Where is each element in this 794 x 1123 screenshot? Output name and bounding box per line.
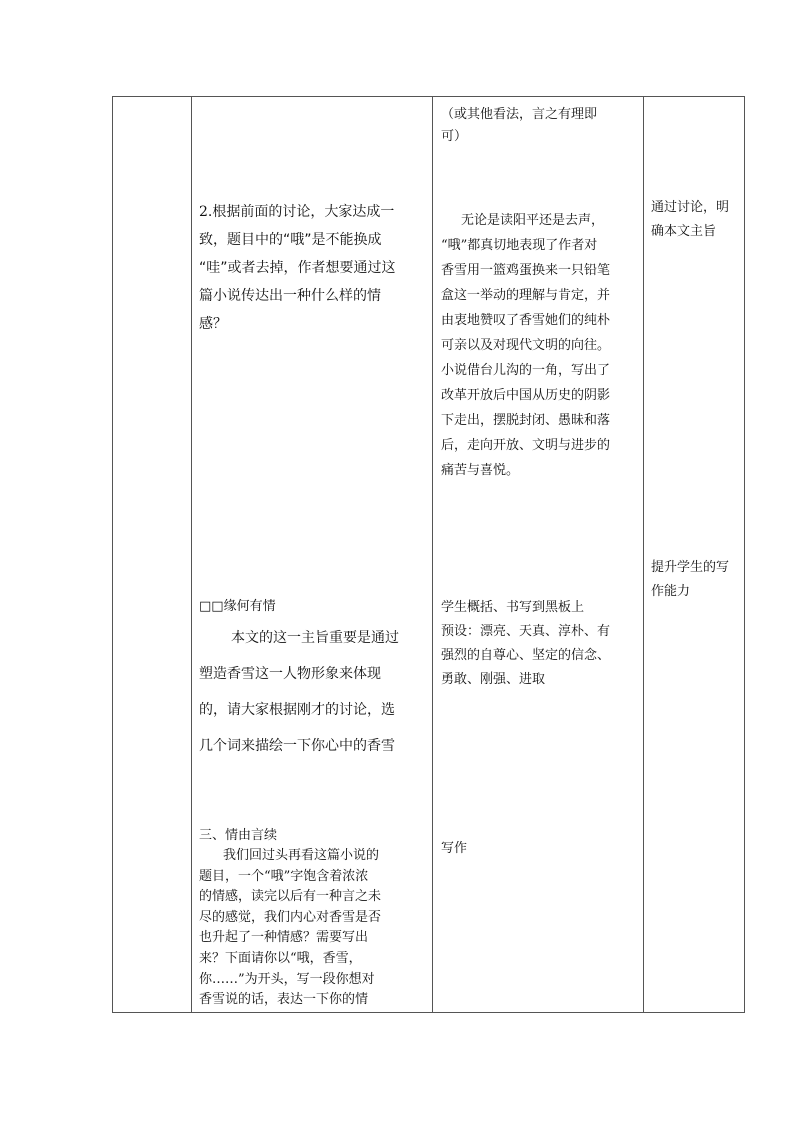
text-line: 2.根据前面的讨论，大家达成一 xyxy=(199,204,395,220)
cell-purpose-1 xyxy=(651,196,729,244)
text-line: 小说借台儿沟的一角，写出了 xyxy=(441,363,611,378)
text-line: 来？下面请你以“哦，香雪， xyxy=(199,950,362,966)
text-line: 也升起了一种情感？需要写出 xyxy=(199,930,369,946)
text-line: 本文的这一主旨重要是通过 xyxy=(231,630,399,646)
text-line: 预设：漂亮、天真、淳朴、有 xyxy=(441,624,611,639)
cell-purpose-2 xyxy=(651,556,729,604)
text-line: 无论是读阳平还是去声， xyxy=(461,213,605,228)
text-line: 可亲以及对现代文明的向往。 xyxy=(441,338,611,353)
column-divider-2 xyxy=(432,96,433,1013)
text-line: 几个词来描绘一下你心中的香雪 xyxy=(199,738,395,754)
text-line: 学生概括、书写到黑板上 xyxy=(441,600,585,615)
column-divider-3 xyxy=(643,96,644,1013)
text-line: 感？ xyxy=(199,316,227,332)
text-line: 致，题目中的“哦”是不能换成 xyxy=(199,232,382,248)
text-line: “哦”都真切地表现了作者对 xyxy=(441,238,598,253)
text-line: 可） xyxy=(441,129,468,144)
text-line: （或其他看法，言之有理即 xyxy=(441,107,598,122)
text-line: 改革开放后中国从历史的阴影 xyxy=(441,388,611,403)
cell-student-activity xyxy=(441,596,610,692)
section-heading: □□缘何有情 xyxy=(199,599,276,614)
text-line: 香雪用一篮鸡蛋换来一只铅笔 xyxy=(441,263,611,278)
cell-section-body xyxy=(199,620,399,764)
text-line: 作能力 xyxy=(651,584,691,599)
cell-question-2 xyxy=(199,198,396,338)
text-line: 提升学生的写 xyxy=(651,560,730,575)
cell-section-3-body xyxy=(199,846,381,1011)
cell-other-views xyxy=(441,104,597,148)
text-line: 下走出，摆脱封闭、愚昧和落 xyxy=(441,413,611,428)
text-line: “哇”或者去掉，作者想要通过这 xyxy=(199,260,396,276)
cell-write: 写作 xyxy=(441,841,468,856)
text-line: 确本文主旨 xyxy=(651,224,717,239)
section-3-heading: 三、情由言续 xyxy=(199,828,278,843)
text-line: 香雪说的话，表达一下你的情 xyxy=(199,992,369,1008)
text-line: 我们回过头再看这篇小说的 xyxy=(223,848,380,863)
text-line: 塑造香雪这一人物形象来体现 xyxy=(199,666,381,682)
column-divider-1 xyxy=(191,96,192,1013)
text-line: 尽的感觉，我们内心对香雪是否 xyxy=(199,909,382,925)
text-line: 后，走向开放、文明与进步的 xyxy=(441,438,611,453)
text-line: 强烈的自尊心、坚定的信念、 xyxy=(441,648,611,663)
text-line: 的，请大家根据刚才的讨论，选 xyxy=(199,702,395,718)
text-line: 的情感，读完以后有一种言之未 xyxy=(199,889,382,905)
text-line: 题目，一个“哦”字饱含着浓浓 xyxy=(199,868,369,884)
text-line: 由衷地赞叹了香雪她们的纯朴 xyxy=(441,313,611,328)
text-line: 通过讨论，明 xyxy=(651,200,730,215)
text-line: 篇小说传达出一种什么样的情 xyxy=(199,288,381,304)
text-line: 盒这一举动的理解与肯定，并 xyxy=(441,288,611,303)
text-line: 勇敢、刚强、进取 xyxy=(441,672,546,687)
text-line: 你……”为开头，写一段你想对 xyxy=(199,971,375,987)
cell-answer-2 xyxy=(441,208,610,483)
text-line: 痛苦与喜悦。 xyxy=(441,463,520,478)
